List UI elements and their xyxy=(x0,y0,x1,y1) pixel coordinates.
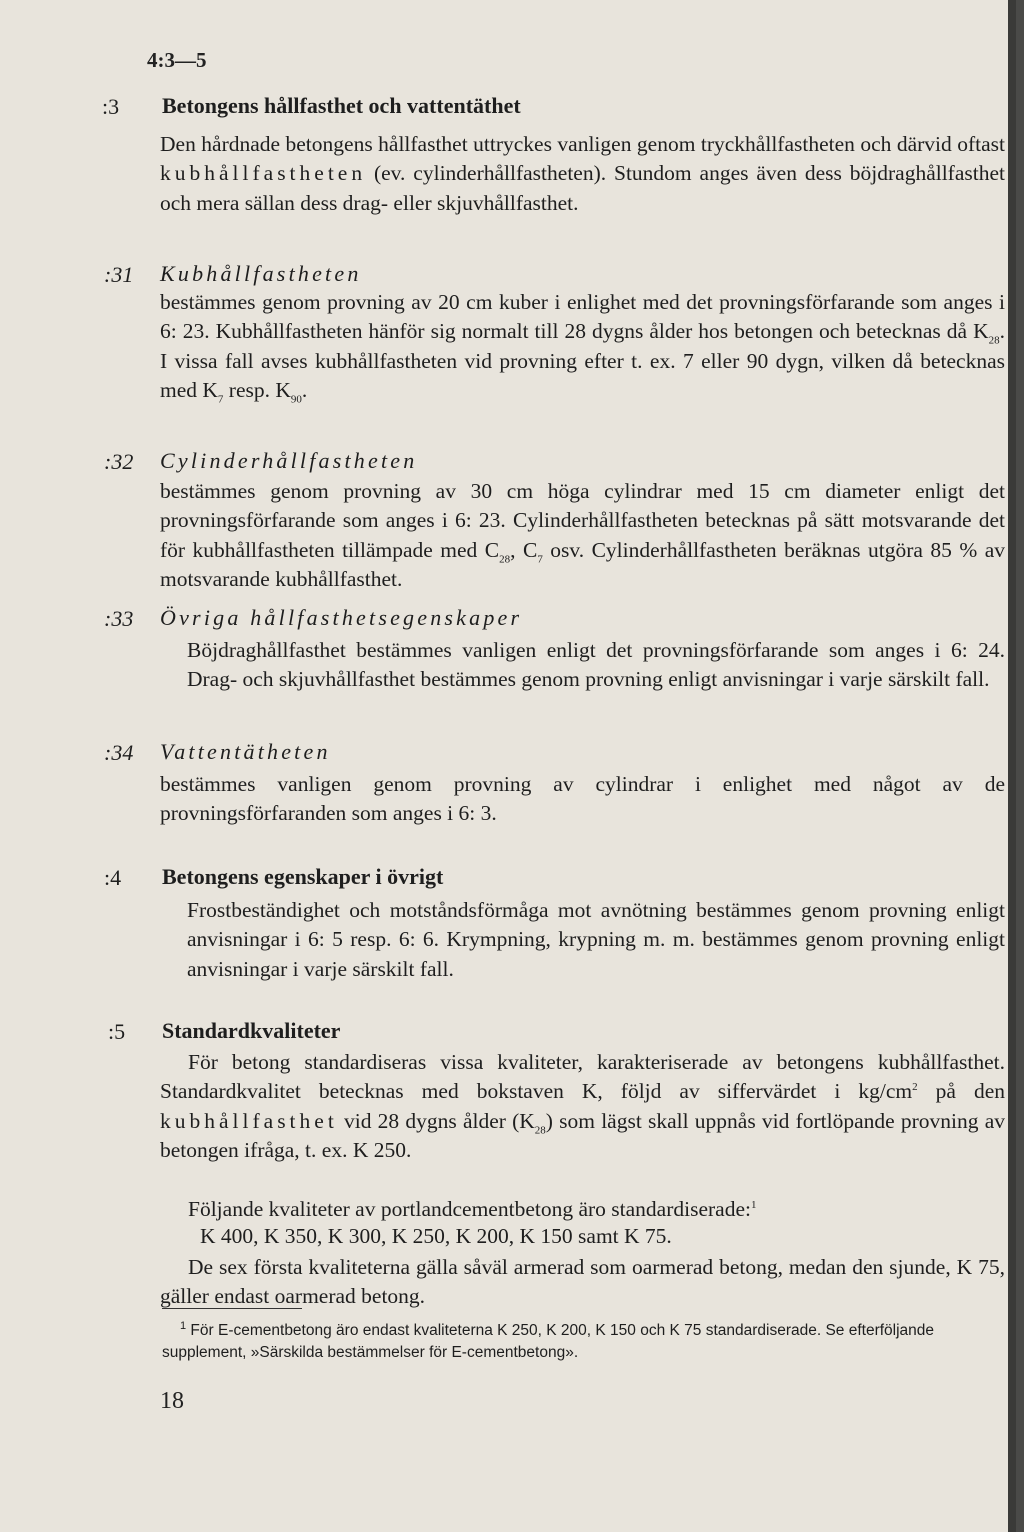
text-run: . I vissa fall avses kubhållfastheten vid provning efter t. ex. 7 eller 90 dygn, vilken då betecknas med K xyxy=(160,319,1005,403)
text-run: bestämmes genom provning av 30 cm höga cylindrar med 15 cm diameter enligt det provningsförfarande som anges i 6: 23. Cylinderhållfastheten betecknas på sätt motsvarande det för kubhållfastheten tillämpade med C xyxy=(160,479,1005,562)
section-number-32: :32 xyxy=(104,449,134,474)
text-run: på den xyxy=(917,1079,1005,1104)
text-run: osv. Cylinderhållfastheten beräknas utgöra 85 % av motsvarande kubhållfasthet. xyxy=(160,537,1006,592)
page-number: 18 xyxy=(160,1388,184,1414)
section-title-3: Betongens hållfasthet och vattentäthet xyxy=(162,93,521,118)
subscript: 28 xyxy=(534,1124,546,1137)
footnote-text: För E-cementbetong äro endast kvaliteterna K 250, K 200, K 150 och K 75 standardiserade. Se efterföljande supplement, »Särskilda bestämmelser för E-cementbetong». xyxy=(162,1322,935,1361)
section-title-4: Betongens egenskaper i övrigt xyxy=(162,864,444,889)
text-run: Följande kvaliteter av portlandcementbetong äro standardiserade: xyxy=(188,1197,751,1221)
text-run: vid 28 dygns ålder (K xyxy=(337,1108,535,1133)
superscript: 2 xyxy=(912,1081,918,1094)
emphasized-term: kubhållfastheten xyxy=(160,161,367,186)
section-title-31: Kubhållfastheten xyxy=(160,261,362,286)
section-paragraph-34: bestämmes vanligen genom provning av cylindrar i enlighet med något av de provningsförfaranden som anges i 6: 3. xyxy=(160,772,1005,826)
text-run: . xyxy=(301,378,308,403)
text-run: Den hårdnade betongens hållfasthet uttryckes vanligen genom tryckhållfastheten och därvid oftast xyxy=(160,132,1005,156)
subscript: 90 xyxy=(290,393,302,406)
footnote-divider xyxy=(162,1308,302,1309)
footnote xyxy=(162,1320,1007,1364)
subscript: 28 xyxy=(499,553,511,566)
section-number-5: :5 xyxy=(108,1019,126,1044)
section-number-34: :34 xyxy=(104,740,134,765)
section-paragraph-4: Frostbeständighet och motståndsförmåga mot avnötning bestämmes genom provning enligt anvisningar i 6: 5 resp. 6: 6. Krympning, krypning m. m. bestämmes genom provning enligt anvisningar i varje särskilt fall. xyxy=(187,898,1005,981)
text-run: (ev. cylinderhållfastheten). Stundom anges även dess böjdraghållfasthet och mera sällan dess drag- eller skjuvhållfasthet. xyxy=(160,161,1005,215)
section-paragraph-31 xyxy=(160,288,1005,406)
section-title-32: Cylinderhållfastheten xyxy=(160,448,418,473)
section-number-33: :33 xyxy=(104,606,134,631)
text-run: ) som lägst skall uppnås vid fortlöpande provning av betongen ifråga, t. ex. K 250. xyxy=(160,1108,1005,1163)
section-paragraph-33: Böjdraghållfasthet bestämmes vanligen enligt det provningsförfarande som anges i 6: 24. Drag- och skjuvhållfasthet bestämmes genom provning enligt anvisningar i varje särskilt fall. xyxy=(187,638,1005,692)
section-title-34: Vattentätheten xyxy=(160,739,331,764)
text-run: , C xyxy=(510,537,538,562)
footnote-reference: 1 xyxy=(750,1198,757,1211)
section-number-3: :3 xyxy=(102,94,120,119)
section-paragraph-5c: De sex första kvaliteterna gälla såväl armerad som oarmerad betong, medan den sjunde, K 75, gäller endast oarmerad betong. xyxy=(160,1255,1005,1309)
section-title-5: Standardkvaliteter xyxy=(162,1018,341,1043)
footnote-mark: 1 xyxy=(180,1319,187,1332)
subscript: 7 xyxy=(217,393,224,406)
section-title-33: Övriga hållfasthetsegenskaper xyxy=(160,605,523,630)
quality-list: K 400, K 350, K 300, K 250, K 200, K 150 samt K 75. xyxy=(200,1224,672,1248)
subscript: 28 xyxy=(988,334,1000,347)
text-run: bestämmes genom provning av 20 cm kuber i enlighet med det provningsförfarande som anges i 6: 23. Kubhållfastheten hänför sig normalt till 28 dygns ålder hos betongen och betecknas då K xyxy=(160,290,1005,344)
text-run: resp. K xyxy=(223,378,291,403)
emphasized-term: kubhållfasthet xyxy=(160,1108,338,1133)
section-paragraph-3 xyxy=(160,130,1005,218)
section-paragraph-32 xyxy=(160,477,1005,595)
section-paragraph-5b xyxy=(160,1195,1005,1224)
section-paragraph-5a xyxy=(160,1048,1005,1166)
text-run: För betong standardiseras vissa kvaliteter, karakteriserade av betongens kubhållfasthet. Standardkvalitet betecknas med bokstaven K, följd av siffervärdet i kg/cm xyxy=(160,1050,1005,1104)
section-number-31: :31 xyxy=(104,262,134,287)
subscript: 7 xyxy=(537,553,543,566)
section-number-4: :4 xyxy=(104,865,122,890)
page-reference: 4:3—5 xyxy=(147,48,207,72)
